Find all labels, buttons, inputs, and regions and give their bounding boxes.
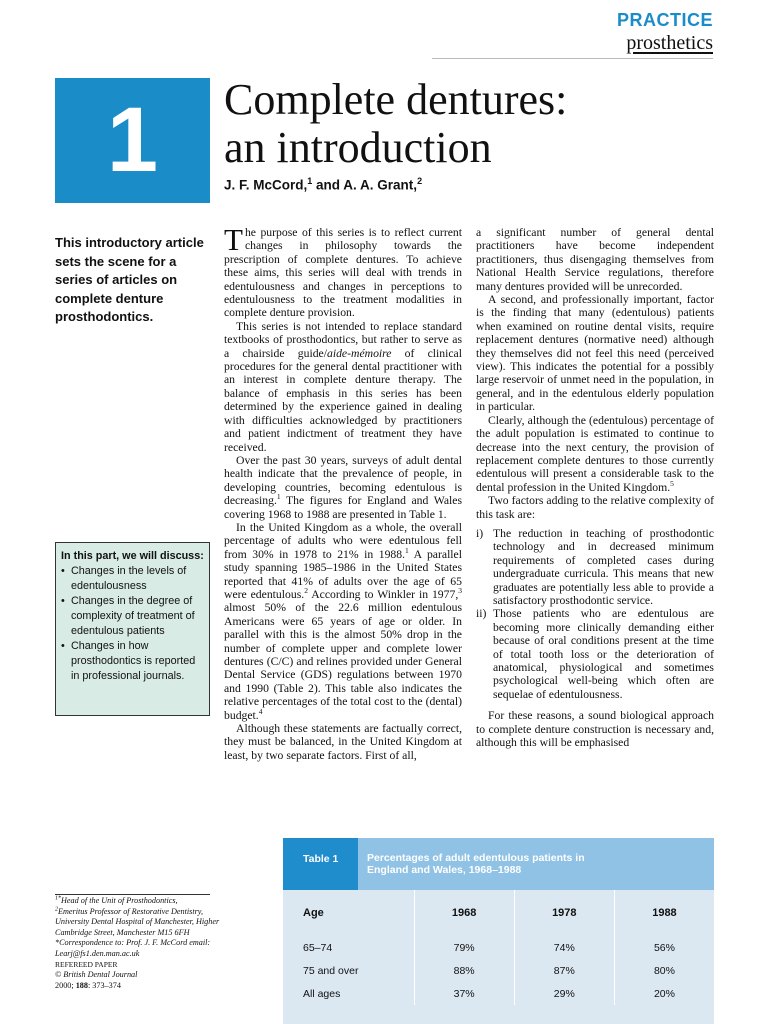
table-row xyxy=(283,959,714,982)
paragraph xyxy=(224,521,462,722)
paragraph xyxy=(224,222,462,320)
table-cell: 29% xyxy=(514,982,614,1005)
list-item: • Changes in how prosthodontics is reported in professional journals. xyxy=(61,639,204,684)
reference-marker: 3 xyxy=(458,586,463,596)
table-cell: All ages xyxy=(303,987,341,1000)
discuss-box xyxy=(55,542,210,716)
author-2: A. A. Grant, xyxy=(343,177,418,193)
authors xyxy=(224,176,422,193)
footnote-rule xyxy=(55,894,210,895)
paragraph-text: almost 50% of the 22.6 million edentulous Americans were 65 years of age or older. In parallel with this is the almost 50% drop in the number of complete upper and complete lower dentures (C/C) and relines provided under General Dental Service (GDS) regulations between 1970 and 1990 (Table 2). This table also indicates the relative percentages of the total cost to the (dental) budget. xyxy=(224,601,462,722)
author-1: J. F. McCord, xyxy=(224,177,308,193)
list-number: i) xyxy=(476,526,484,540)
table-row xyxy=(283,936,714,959)
refereed-label: REFEREED PAPER xyxy=(55,959,118,969)
table-1 xyxy=(283,838,714,1024)
paragraph: Although these statements are factually correct, they must be balanced, in the United Kingdom at least, by two separate factors. First of all, xyxy=(224,722,462,762)
list-number: ii) xyxy=(476,607,487,621)
reference-marker: 1 xyxy=(405,545,409,555)
column-header: 1978 xyxy=(514,890,614,936)
table-cell: 37% xyxy=(414,982,514,1005)
paragraph: Two factors adding to the relative complexity of this task are: xyxy=(476,494,714,521)
article-summary: This introductory article sets the scene for a series of articles on complete denture prosthodontics. xyxy=(55,235,204,324)
authors-and: and xyxy=(312,177,344,193)
table-cell: 56% xyxy=(614,936,714,959)
citation-year: 2000; xyxy=(55,980,76,990)
paragraph xyxy=(224,320,462,454)
table-label: Table 1 xyxy=(283,838,358,890)
part-number: 1 xyxy=(106,89,159,191)
section-kicker: PRACTICE xyxy=(616,10,713,30)
footnote xyxy=(55,907,220,939)
table-cell: 88% xyxy=(414,959,514,982)
list-item: • Changes in the degree of complexity of treatment of edentulous patients xyxy=(61,594,204,639)
column-header: Age xyxy=(303,907,324,919)
list-text: The reduction in teaching of prosthodontic technology and in decreased minimum requirements of completed cases during undergraduate curricula. This means that new graduates are potentially less able to provide a satisfactory prosthodontic service. xyxy=(493,526,714,607)
list-item: • Changes in the levels of edentulousness xyxy=(61,564,204,594)
reference-marker: 2 xyxy=(304,586,308,596)
paragraph: For these reasons, a sound biological approach to complete denture construction is necessary and, although this will be emphasised xyxy=(476,709,714,750)
title-line-2: an introduction xyxy=(224,123,492,172)
header-rule xyxy=(432,58,713,59)
factor-list xyxy=(476,527,714,701)
paragraph xyxy=(476,414,714,494)
body-column-1 xyxy=(224,222,463,762)
citation-pages: : 373–374 xyxy=(87,980,121,990)
paragraph-text: The figures for England and Wales covering 1968 to 1988 are presented in Table 1. xyxy=(224,494,462,521)
list-item xyxy=(476,527,714,607)
paragraph-text: This series is not intended to replace standard textbooks of prosthodontics, but rather to serve as a chairside guide/ xyxy=(224,319,462,360)
discuss-list xyxy=(61,564,204,684)
list-item xyxy=(476,607,714,701)
author-2-affiliation: 2 xyxy=(417,176,423,186)
table-cell: 79% xyxy=(414,936,514,959)
table-cell: 20% xyxy=(614,982,714,1005)
footnote-text: Head of the Unit of Prosthodontics, xyxy=(61,896,178,905)
paragraph: A second, and professionally important, factor is the finding that many (edentulous) patients when examined on routine dental visits, require replacement dentures (normative need) although they themselves did not feel this need (perceived view). This indicates the potential for a possibly large reservoir of unmet need in the population, in general, and in the edentulous elderly population in particular. xyxy=(476,293,714,414)
column-header: 1968 xyxy=(414,890,514,936)
paragraph-text: A parallel study spanning 1985–1986 in the United States reported that 41% of adults over the age of 65 were edentulous. xyxy=(224,547,462,601)
table-grid xyxy=(283,890,714,1005)
part-number-box xyxy=(55,78,210,203)
section-subtitle: prosthetics xyxy=(626,32,713,54)
copyright: © British Dental Journal xyxy=(55,970,138,980)
column-header: 1988 xyxy=(614,890,714,936)
table-header xyxy=(283,838,714,890)
footnote-marker: 2 xyxy=(55,905,58,912)
drop-cap: T xyxy=(224,222,243,257)
reference-marker: 5 xyxy=(670,478,674,488)
body-column-2 xyxy=(476,226,714,749)
footnotes xyxy=(55,896,220,991)
paragraph-text: Over the past 30 years, surveys of adult dental health indicate that the prevalence of people, in developing countries, becoming edentulous is decreasing. xyxy=(224,453,462,508)
article-title xyxy=(224,76,567,172)
table-caption: Percentages of adult edentulous patients in England and Wales, 1968–1988 xyxy=(367,852,585,876)
title-line-1: Complete dentures: xyxy=(224,75,568,124)
citation-volume: 188 xyxy=(75,980,88,990)
paragraph xyxy=(224,454,462,521)
author-1-affiliation: 1 xyxy=(307,176,313,186)
table-cell: 75 and over xyxy=(303,964,359,977)
paragraph-text: he purpose of this series is to reflect current changes in philosophy towards the prescription of complete dentures. To achieve these aims, this series will deal with trends in edentulousness and changes in perceptions to edentulousness to the treatment modalities in complete denture provision. xyxy=(224,226,462,320)
footnote: *Correspondence to: Prof. J. F. McCord email: Learj@fs1.den.man.ac.uk xyxy=(55,938,211,958)
footnote-marker: 1* xyxy=(55,895,61,902)
reference-marker: 1 xyxy=(276,492,281,502)
paragraph: a significant number of general dental practitioners have become independent practitioners, thus disengaging themselves from National Health Service regulations, therefore many dentures provided will be unrecorded. xyxy=(476,226,714,293)
table-cell: 87% xyxy=(514,959,614,982)
footnote-text: Emeritus Professor of Restorative Dentistry, University Dental Hospital of Manchester, Higher Cambridge Street, Manchester M15 6FH xyxy=(55,906,220,937)
paragraph-text: of clinical procedures for the general dental practitioner with an interest in complete denture therapy. The balance of emphasis in this series has been determined by the experience gained in dealing with difficulties acknowledged by practitioners and patient indictment of treatment they have received. xyxy=(224,346,462,454)
table-cell: 74% xyxy=(514,936,614,959)
reference-marker: 4 xyxy=(258,706,263,716)
table-cell: 65–74 xyxy=(303,941,333,954)
footnote xyxy=(55,896,220,907)
paragraph-text: According to Winkler in 1977, xyxy=(307,587,459,601)
paragraph-text: In the United Kingdom as a whole, the overall percentage of adults who were edentulous fell from 30% in 1978 to 21% in 1988. xyxy=(224,520,462,561)
citation xyxy=(55,981,220,992)
table-header-row xyxy=(283,890,714,936)
table-cell: 80% xyxy=(614,959,714,982)
table-row xyxy=(283,982,714,1005)
paragraph-text: Clearly, although the (edentulous) percentage of the adult population is estimated to continue to decrease into the next century, the provision of replacement complete dentures to those currently edentulous will present a considerable task to the dental profession in the United Kingdom. xyxy=(476,413,714,494)
list-text: Those patients who are edentulous are becoming more clinically demanding either because of oral conditions present at the time of total tooth loss or the deterioration of anatomical, physiological and sometimes psychological well-being which often are sequelae of edentulousness. xyxy=(493,607,714,701)
italic-term: aide-mémoire xyxy=(326,346,392,360)
discuss-title: In this part, we will discuss: xyxy=(61,550,204,562)
